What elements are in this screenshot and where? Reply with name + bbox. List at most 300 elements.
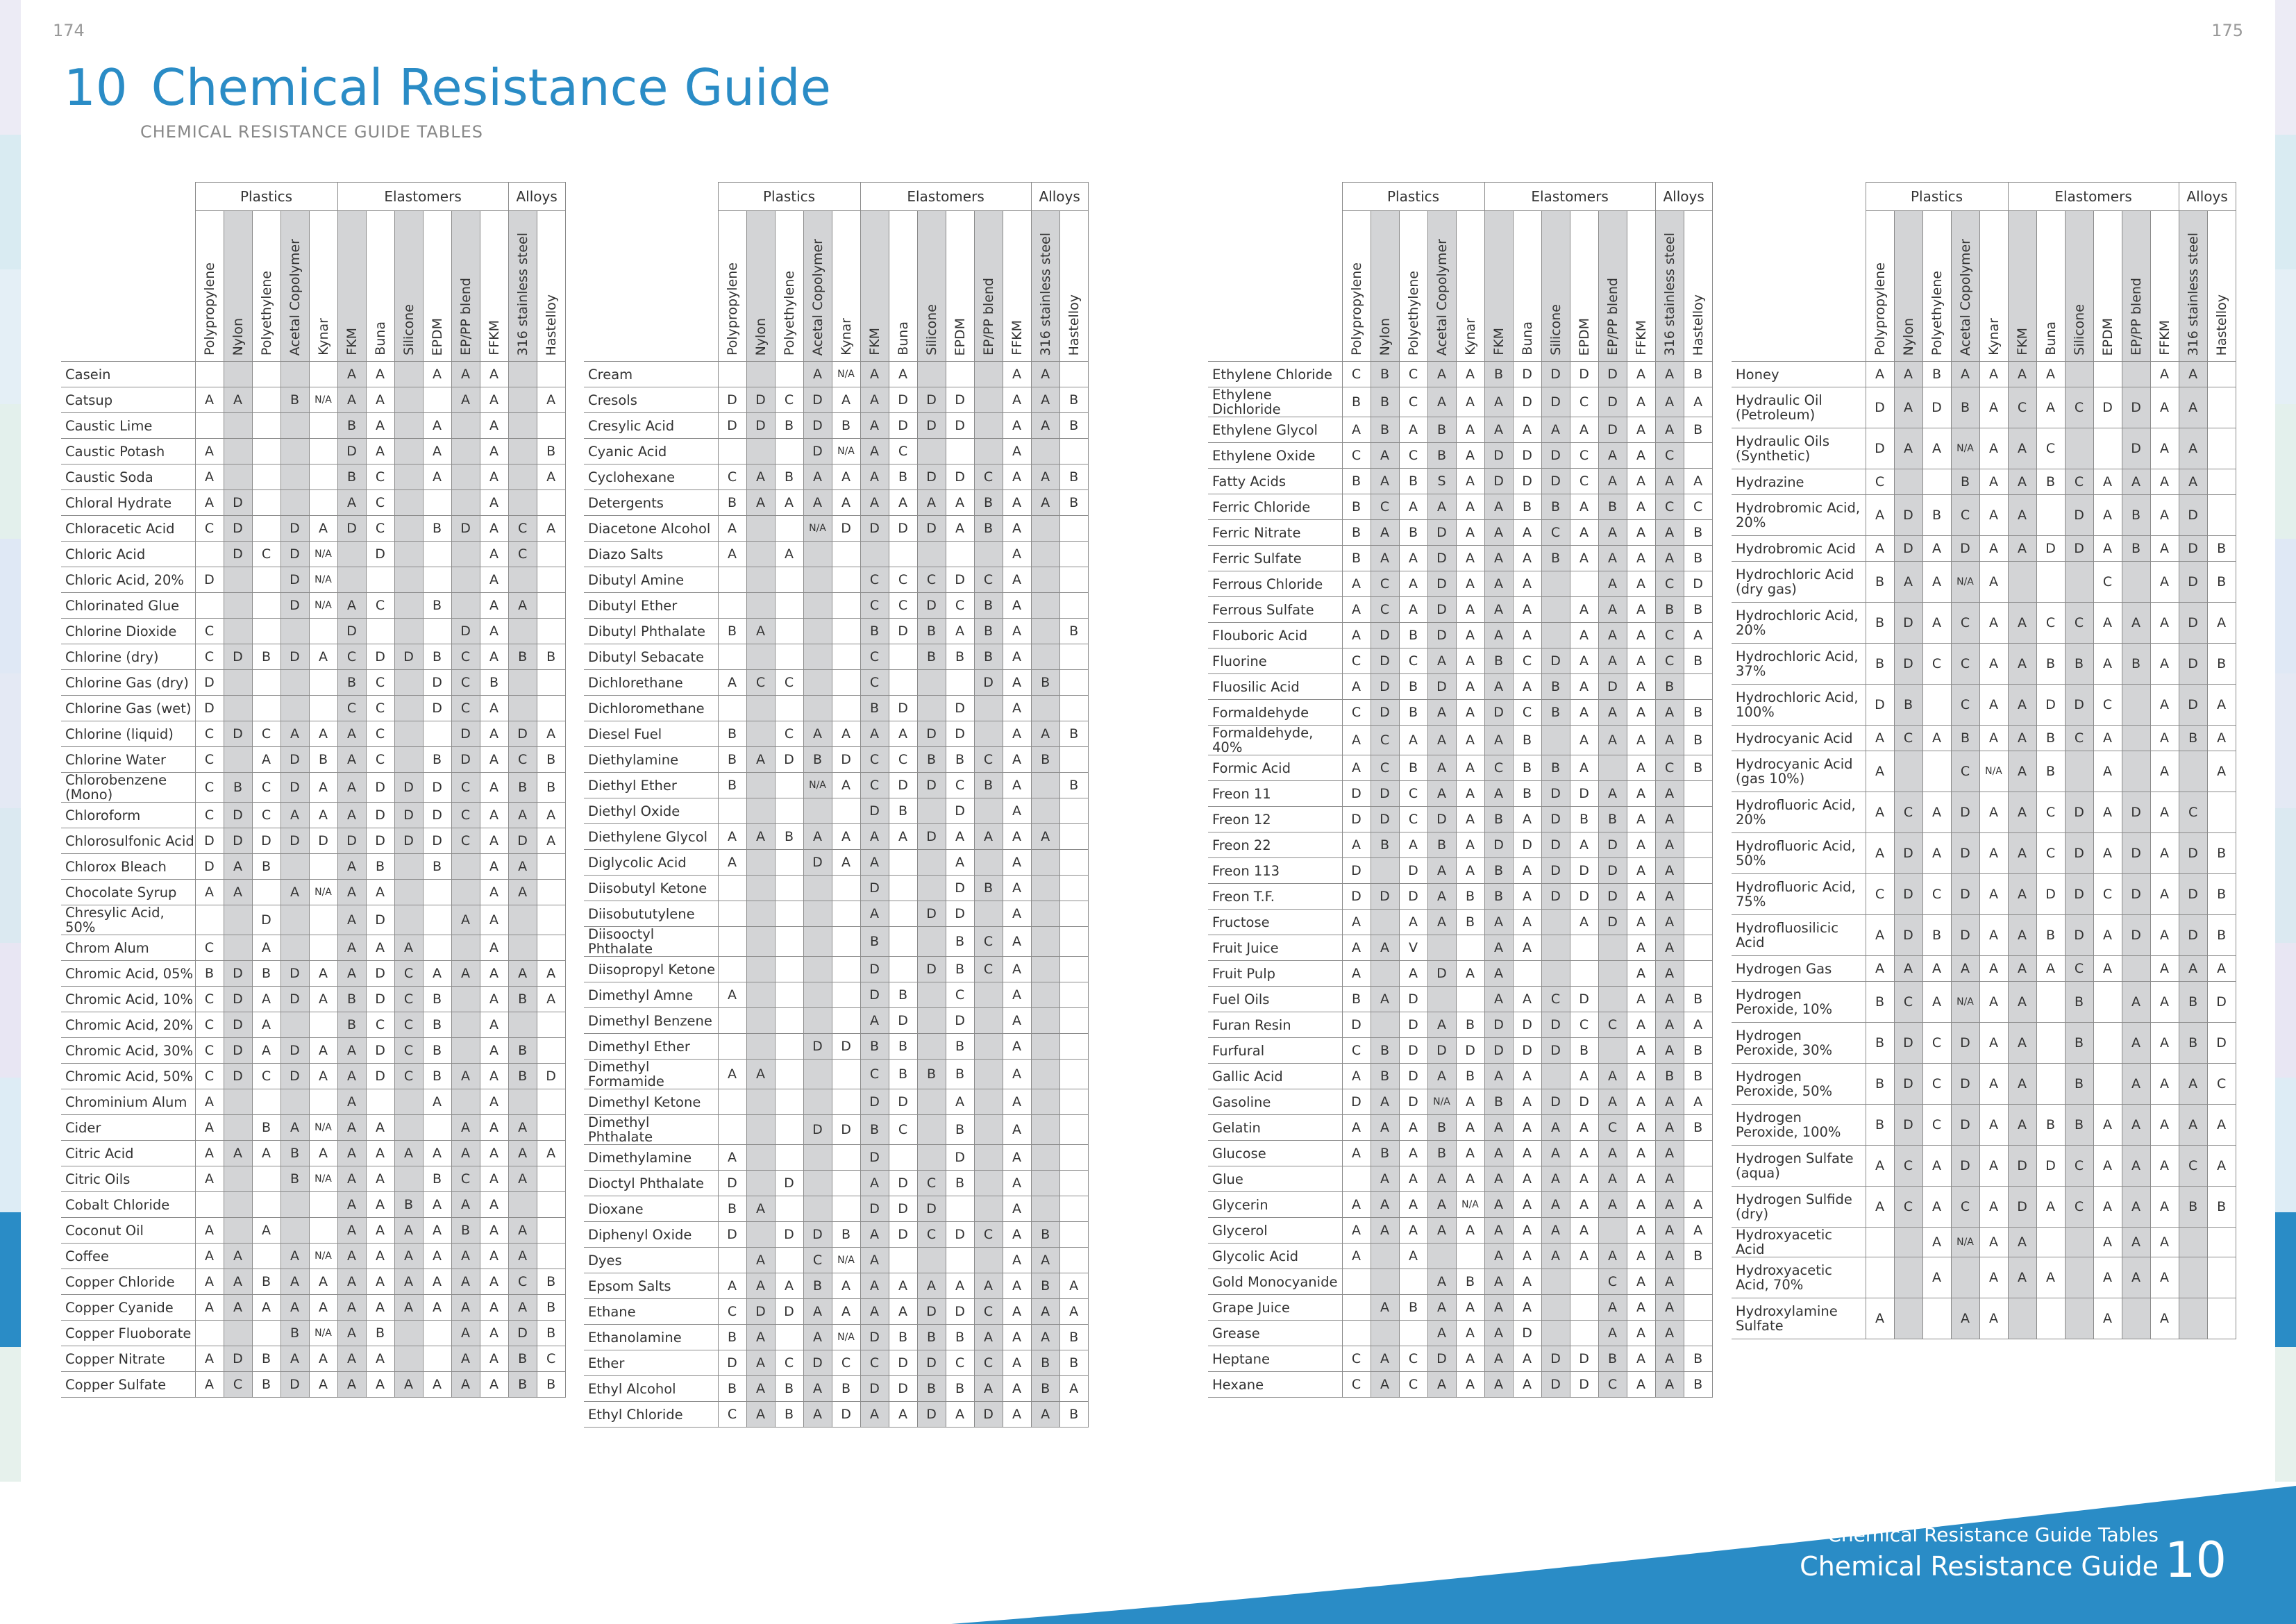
rating-cell [224, 439, 252, 464]
rating-cell: A [2150, 726, 2179, 751]
material-label: Hastelloy [543, 294, 559, 355]
rating-cell: A [224, 854, 252, 880]
table-row [1732, 833, 2236, 874]
rating-cell [537, 1244, 565, 1269]
rating-cell: A [423, 1244, 451, 1269]
rating-cell: A [1627, 700, 1655, 726]
table-row [1732, 792, 2236, 833]
rating-cell: B [1866, 982, 1894, 1023]
rating-cell: B [1059, 619, 1088, 644]
rating-cell: B [1922, 495, 1951, 536]
resistance-table-2 [584, 182, 1089, 1428]
rating-cell [974, 1145, 1003, 1171]
rating-cell: D [860, 1089, 889, 1115]
rating-cell: A [309, 773, 337, 803]
rating-cell: A [309, 1141, 337, 1166]
chemical-name: Dioctyl Phthalate [584, 1171, 718, 1196]
rating-cell: A [1979, 469, 2008, 495]
rating-cell [746, 798, 775, 824]
rating-cell [2207, 469, 2236, 495]
rating-cell: B [280, 1166, 309, 1192]
rating-cell: D [2008, 1146, 2036, 1187]
rating-cell: A [1484, 961, 1513, 987]
chemical-name: Dichlorethane [584, 670, 718, 696]
chemical-name: Fuel Oils [1208, 987, 1342, 1012]
rating-cell [2065, 1298, 2093, 1339]
rating-cell: A [1427, 755, 1456, 781]
rating-cell: A [1922, 726, 1951, 751]
page-header [64, 58, 831, 117]
rating-cell: D [224, 1038, 252, 1064]
rating-cell: B [508, 773, 537, 803]
rating-cell [974, 439, 1003, 464]
rating-cell: A [860, 901, 889, 927]
rating-cell: A [1031, 362, 1059, 387]
rating-cell: A [1627, 1166, 1655, 1192]
rating-cell: A [1598, 1089, 1627, 1115]
rating-cell: B [2036, 751, 2065, 792]
rating-cell: C [195, 516, 224, 542]
rating-cell: C [337, 644, 366, 670]
rating-cell [1031, 1008, 1059, 1034]
rating-cell: A [2150, 1257, 2179, 1298]
rating-cell [775, 1115, 803, 1145]
table-row [584, 644, 1088, 670]
material-label: FFKM [1633, 320, 1649, 355]
chemical-name: Chloric Acid [61, 542, 195, 567]
rating-cell [946, 439, 974, 464]
rating-cell: A [860, 721, 889, 747]
rating-cell [451, 490, 480, 516]
rating-cell: A [1655, 884, 1684, 910]
rating-cell: A [1866, 495, 1894, 536]
rating-cell: A [1456, 1372, 1484, 1398]
chemical-name: Ethylene Glycol [1208, 417, 1342, 443]
material-label: Acetal Copolymer [287, 238, 303, 355]
rating-cell: A [2093, 726, 2122, 751]
rating-cell: C [1342, 443, 1371, 469]
group-header-alloys: Alloys [1031, 183, 1088, 211]
rating-cell: B [946, 1376, 974, 1402]
rating-cell: A [337, 593, 366, 619]
rating-cell: D [2122, 428, 2150, 469]
rating-cell [224, 464, 252, 490]
table-row [61, 387, 565, 413]
rating-cell: A [860, 1273, 889, 1299]
rating-cell: A [1570, 417, 1598, 443]
rating-cell: B [2207, 536, 2236, 562]
chemical-name: Chlorox Bleach [61, 854, 195, 880]
rating-cell: A [1655, 700, 1684, 726]
rating-cell: D [1684, 571, 1712, 597]
rating-cell: D [860, 1196, 889, 1222]
rating-cell: A [1570, 755, 1598, 781]
rating-cell [2179, 1257, 2207, 1298]
rating-cell: A [337, 935, 366, 961]
rating-cell: A [1484, 571, 1513, 597]
table-row [1208, 700, 1712, 726]
rating-cell: D [1513, 362, 1541, 387]
rating-cell: A [1866, 726, 1894, 751]
rating-cell: A [195, 1244, 224, 1269]
rating-cell [1031, 542, 1059, 567]
chemical-name: Diisobutyl Ketone [584, 876, 718, 901]
rating-cell: A [480, 413, 508, 439]
rating-cell [394, 1115, 423, 1141]
rating-cell: A [195, 464, 224, 490]
material-header [1598, 211, 1627, 362]
rating-cell: C [1598, 1115, 1627, 1141]
rating-cell [1684, 1321, 1712, 1346]
chemical-name: Hydrofluoric Acid, 20% [1732, 792, 1866, 833]
rating-cell [1371, 858, 1399, 884]
rating-cell [946, 1196, 974, 1222]
rating-cell [1513, 961, 1541, 987]
rating-cell [974, 1089, 1003, 1115]
rating-cell [2036, 1228, 2065, 1257]
table-row [1208, 1192, 1712, 1218]
rating-cell: C [451, 644, 480, 670]
rating-cell: A [1979, 428, 2008, 469]
rating-cell: A [1456, 1346, 1484, 1372]
rating-cell: A [1894, 562, 1922, 603]
rating-cell: A [508, 961, 537, 987]
rating-cell: B [280, 387, 309, 413]
rating-cell: A [195, 1295, 224, 1321]
rating-cell: B [2207, 644, 2236, 685]
rating-cell: A [1456, 1166, 1484, 1192]
page-number-left: 174 [53, 21, 85, 40]
rating-cell: A [337, 1064, 366, 1089]
rating-cell: A [1342, 755, 1371, 781]
rating-cell: C [860, 1350, 889, 1376]
table-row [584, 1115, 1088, 1145]
rating-cell: A [1627, 858, 1655, 884]
rating-cell: A [1003, 516, 1031, 542]
rating-cell: D [1371, 674, 1399, 700]
rating-cell [1059, 1222, 1088, 1248]
rating-cell: A [860, 490, 889, 516]
rating-cell: D [1598, 832, 1627, 858]
rating-cell: D [2065, 874, 2093, 915]
rating-cell: A [366, 1218, 394, 1244]
material-label: Polyethylene [258, 270, 274, 355]
rating-cell: A [1513, 1192, 1541, 1218]
rating-cell [718, 1089, 746, 1115]
rating-cell: C [1342, 648, 1371, 674]
rating-cell: A [394, 1244, 423, 1269]
rating-cell: A [337, 880, 366, 905]
rating-cell [252, 1089, 280, 1115]
rating-cell [803, 696, 832, 721]
rating-cell [451, 880, 480, 905]
rating-cell: D [1371, 623, 1399, 648]
rating-cell: A [366, 1166, 394, 1192]
rating-cell: A [480, 1089, 508, 1115]
table-row [61, 1064, 565, 1089]
rating-cell: A [1627, 961, 1655, 987]
chemical-name: Ethyl Alcohol [584, 1376, 718, 1402]
rating-cell: A [1979, 603, 2008, 644]
rating-cell: C [2065, 387, 2093, 428]
rating-cell: A [337, 854, 366, 880]
right-edge-color-strip [2275, 0, 2296, 1486]
table-row [584, 1350, 1088, 1376]
table-row [584, 1299, 1088, 1325]
rating-cell: D [1399, 987, 1427, 1012]
rating-cell: A [889, 1402, 917, 1428]
rating-cell: A [1627, 1141, 1655, 1166]
rating-cell: A [1627, 546, 1655, 571]
rating-cell: B [1427, 832, 1456, 858]
rating-cell [1570, 1269, 1598, 1295]
rating-cell [508, 464, 537, 490]
rating-cell: A [1427, 726, 1456, 755]
rating-cell: A [832, 490, 860, 516]
rating-cell: A [1399, 1192, 1427, 1218]
rating-cell: A [1399, 1218, 1427, 1244]
rating-cell [1399, 1269, 1427, 1295]
rating-cell: C [803, 1248, 832, 1273]
rating-cell: A [1399, 1244, 1427, 1269]
rating-cell: A [1456, 469, 1484, 494]
rating-cell: D [2065, 915, 2093, 956]
rating-cell: B [1427, 417, 1456, 443]
rating-cell: D [1342, 858, 1371, 884]
rating-cell [718, 593, 746, 619]
table-row [584, 387, 1088, 413]
chemical-name: Diisopropyl Ketone [584, 957, 718, 982]
rating-cell: A [1031, 1402, 1059, 1428]
rating-cell: A [718, 1145, 746, 1171]
rating-cell [1059, 982, 1088, 1008]
rating-cell: A [1456, 1141, 1484, 1166]
rating-cell: D [1427, 520, 1456, 546]
rating-cell [280, 490, 309, 516]
rating-cell: B [280, 1321, 309, 1346]
rating-cell: A [1979, 1187, 2008, 1228]
rating-cell: A [1342, 623, 1371, 648]
rating-cell: A [508, 880, 537, 905]
rating-cell: A [224, 387, 252, 413]
rating-cell: A [1598, 597, 1627, 623]
rating-cell: A [252, 1141, 280, 1166]
rating-cell: B [1655, 1064, 1684, 1089]
rating-cell [224, 670, 252, 696]
rating-cell: A [1003, 593, 1031, 619]
rating-cell: D [1866, 428, 1894, 469]
material-header [309, 211, 337, 362]
chemical-name: Dibutyl Ether [584, 593, 718, 619]
rating-cell: C [1570, 443, 1598, 469]
rating-cell: A [337, 1089, 366, 1115]
rating-cell [2207, 428, 2236, 469]
rating-cell: C [917, 1222, 946, 1248]
rating-cell: C [1598, 1269, 1627, 1295]
rating-cell: D [1513, 1321, 1541, 1346]
rating-cell: A [1655, 1038, 1684, 1064]
rating-cell [889, 542, 917, 567]
rating-cell: C [2065, 469, 2093, 495]
rating-cell [803, 876, 832, 901]
material-header [974, 211, 1003, 362]
header-spacer [584, 211, 718, 362]
rating-cell: A [1427, 1321, 1456, 1346]
rating-cell: A [1484, 935, 1513, 961]
rating-cell: D [860, 1145, 889, 1171]
rating-cell: B [1342, 469, 1371, 494]
rating-cell [775, 1325, 803, 1350]
rating-cell: B [1541, 546, 1570, 571]
rating-cell: A [195, 1218, 224, 1244]
rating-cell: D [917, 901, 946, 927]
rating-cell: B [1059, 413, 1088, 439]
rating-cell [280, 464, 309, 490]
rating-cell: A [451, 1064, 480, 1089]
rating-cell: B [1059, 721, 1088, 747]
rating-cell: D [2093, 387, 2122, 428]
rating-cell: A [1003, 824, 1031, 850]
rating-cell [1541, 1321, 1570, 1346]
material-label: Buna [372, 321, 388, 355]
rating-cell: A [1598, 623, 1627, 648]
rating-cell: B [718, 1196, 746, 1222]
chemical-name: Diethyl Ether [584, 773, 718, 798]
rating-cell [224, 1192, 252, 1218]
rating-cell: A [1598, 520, 1627, 546]
material-header [917, 211, 946, 362]
rating-cell: A [1371, 469, 1399, 494]
rating-cell: A [508, 1115, 537, 1141]
rating-cell: A [1979, 387, 2008, 428]
rating-cell [394, 542, 423, 567]
rating-cell: D [1951, 1023, 1979, 1064]
rating-cell: A [974, 824, 1003, 850]
rating-cell: C [252, 803, 280, 828]
rating-cell [946, 542, 974, 567]
rating-cell [252, 567, 280, 593]
rating-cell: A [366, 387, 394, 413]
rating-cell: A [337, 773, 366, 803]
rating-cell: D [1541, 362, 1570, 387]
rating-cell: A [2150, 362, 2179, 387]
rating-cell: D [1541, 469, 1570, 494]
rating-cell: C [394, 961, 423, 987]
rating-cell: A [480, 516, 508, 542]
rating-cell: C [366, 464, 394, 490]
rating-cell: A [280, 1346, 309, 1372]
rating-cell: A [2008, 956, 2036, 982]
rating-cell: A [2008, 874, 2036, 915]
rating-cell: A [2207, 751, 2236, 792]
rating-cell: A [1655, 832, 1684, 858]
rating-cell: B [1399, 674, 1427, 700]
rating-cell: D [366, 803, 394, 828]
rating-cell: A [195, 1166, 224, 1192]
page-number-right: 175 [2211, 21, 2243, 40]
table-row [61, 828, 565, 854]
rating-cell [803, 1089, 832, 1115]
rating-cell: B [1456, 1064, 1484, 1089]
rating-cell: N/A [309, 593, 337, 619]
rating-cell: B [537, 439, 565, 464]
rating-cell: A [1627, 910, 1655, 935]
rating-cell: D [2065, 495, 2093, 536]
rating-cell [537, 854, 565, 880]
rating-cell: A [252, 987, 280, 1012]
rating-cell: A [451, 1269, 480, 1295]
rating-cell [1059, 850, 1088, 876]
rating-cell: A [1513, 1244, 1541, 1269]
rating-cell [832, 1008, 860, 1034]
rating-cell [280, 905, 309, 935]
material-header [2122, 211, 2150, 362]
rating-cell: A [1371, 1295, 1399, 1321]
table-row [1208, 1064, 1712, 1089]
rating-cell [974, 721, 1003, 747]
rating-cell: D [280, 1372, 309, 1398]
rating-cell: B [1951, 469, 1979, 495]
rating-cell: C [252, 721, 280, 747]
rating-cell [252, 1192, 280, 1218]
rating-cell: B [1684, 597, 1712, 623]
rating-cell: A [1922, 603, 1951, 644]
rating-cell: C [1655, 571, 1684, 597]
rating-cell [1951, 1257, 1979, 1298]
rating-cell: D [718, 1222, 746, 1248]
rating-cell: D [803, 850, 832, 876]
chemical-name: Ethane [584, 1299, 718, 1325]
rating-cell: D [366, 987, 394, 1012]
rating-cell: D [224, 987, 252, 1012]
rating-cell: D [1894, 1105, 1922, 1146]
chemical-name: Chloroform [61, 803, 195, 828]
rating-cell: A [1866, 751, 1894, 792]
rating-cell [832, 542, 860, 567]
table-row [584, 1145, 1088, 1171]
rating-cell: A [480, 1038, 508, 1064]
rating-cell: A [252, 1038, 280, 1064]
rating-cell: C [889, 1115, 917, 1145]
rating-cell: D [803, 387, 832, 413]
rating-cell [746, 362, 775, 387]
table-row [584, 747, 1088, 773]
table-row [61, 1166, 565, 1192]
rating-cell [1598, 1218, 1627, 1244]
rating-cell [224, 1321, 252, 1346]
rating-cell: A [1598, 1166, 1627, 1192]
rating-cell: A [1427, 387, 1456, 417]
chemical-name: Diisobututylene [584, 901, 718, 927]
rating-cell: B [775, 824, 803, 850]
rating-cell: A [394, 1295, 423, 1321]
rating-cell: B [224, 773, 252, 803]
rating-cell: A [1456, 807, 1484, 832]
rating-cell: B [1031, 747, 1059, 773]
rating-cell: D [1951, 915, 1979, 956]
rating-cell: B [252, 644, 280, 670]
rating-cell [803, 542, 832, 567]
rating-cell: A [1627, 648, 1655, 674]
table-row [1208, 1141, 1712, 1166]
rating-cell: C [718, 464, 746, 490]
chemical-name: Chlorine (liquid) [61, 721, 195, 747]
rating-cell: A [2150, 1023, 2179, 1064]
chemical-name: Ether [584, 1350, 718, 1376]
rating-cell: A [423, 464, 451, 490]
rating-cell: A [1484, 674, 1513, 700]
rating-cell: A [746, 490, 775, 516]
